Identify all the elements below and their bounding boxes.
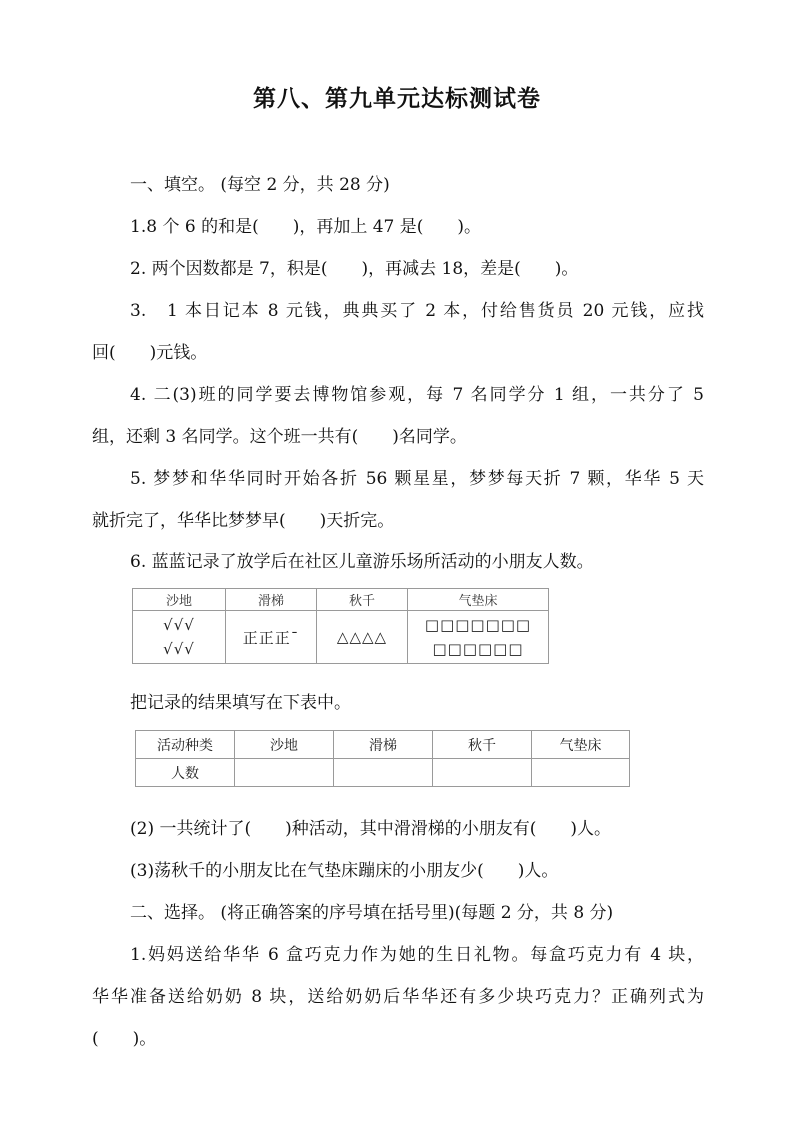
tally-bed-row2: □□□□□□: [432, 640, 524, 658]
question-6: 6. 蓝蓝记录了放学后在社区儿童游乐场所活动的小朋友人数。: [130, 552, 594, 572]
tally-record-table: [132, 588, 549, 664]
tally-swing-cell: △△△△: [317, 611, 408, 664]
choice-1-line2: 华华准备送给奶奶 8 块，送给奶奶后华华还有多少块巧克力？正确列式为: [92, 987, 704, 1007]
tally-bed-cell: [408, 611, 549, 664]
tally-header-sand: 沙地: [133, 589, 226, 611]
answer-cell-swing[interactable]: [433, 759, 532, 787]
question-4-line2: 组，还剩 3 名同学。这个班一共有( )名同学。: [92, 427, 467, 447]
question-5-line1: 5. 梦梦和华华同时开始各折 56 颗星星，梦梦每天折 7 颗，华华 5 天: [130, 469, 704, 489]
fill-instruction: 把记录的结果填写在下表中。: [130, 693, 351, 713]
tally-bed-row1: □□□□□□□: [424, 616, 532, 634]
question-5-line2: 就折完了，华华比梦梦早( )天折完。: [92, 511, 395, 531]
question-3-line2: 回( )元钱。: [92, 343, 208, 363]
tally-header-slide: 滑梯: [226, 589, 317, 611]
answer-cell-bed[interactable]: [532, 759, 630, 787]
answer-header-sand: 沙地: [235, 731, 334, 759]
question-6-3: (3)荡秋千的小朋友比在气垫床蹦床的小朋友少( )人。: [130, 861, 559, 881]
choice-1-line1: 1.妈妈送给华华 6 盒巧克力作为她的生日礼物。每盒巧克力有 4 块，: [130, 945, 704, 965]
tally-sand-row1: √√√: [163, 616, 195, 634]
tally-slide-cell: 正正正ˉ: [226, 611, 317, 664]
answer-header-slide: 滑梯: [334, 731, 433, 759]
answer-row2-label: 人数: [136, 759, 235, 787]
tally-header-bed: 气垫床: [408, 589, 549, 611]
answer-header-swing: 秋千: [433, 731, 532, 759]
answer-header-bed: 气垫床: [532, 731, 630, 759]
question-4-line1: 4. 二(3)班的同学要去博物馆参观，每 7 名同学分 1 组，一共分了 5: [130, 385, 704, 405]
question-2: 2. 两个因数都是 7，积是( )，再减去 18，差是( )。: [130, 259, 579, 279]
section1-heading: 一、填空。 (每空 2 分，共 28 分): [130, 175, 390, 195]
section2-heading: 二、选择。 (将正确答案的序号填在括号里)(每题 2 分，共 8 分): [130, 903, 614, 923]
question-3-line1: 3. 1 本日记本 8 元钱，典典买了 2 本，付给售货员 20 元钱，应找: [130, 301, 704, 321]
question-1: 1.8 个 6 的和是( )，再加上 47 是( )。: [130, 217, 482, 237]
answer-row1-label: 活动种类: [136, 731, 235, 759]
tally-sand-cell: [133, 611, 226, 664]
question-6-2: (2) 一共统计了( )种活动，其中滑滑梯的小朋友有( )人。: [130, 819, 612, 839]
tally-header-swing: 秋千: [317, 589, 408, 611]
answer-cell-sand[interactable]: [235, 759, 334, 787]
page-title: 第八、第九单元达标测试卷: [253, 86, 541, 112]
answer-cell-slide[interactable]: [334, 759, 433, 787]
choice-1-line3: ( )。: [92, 1029, 157, 1049]
answer-table: [135, 730, 630, 787]
tally-sand-row2: √√√: [163, 640, 195, 658]
